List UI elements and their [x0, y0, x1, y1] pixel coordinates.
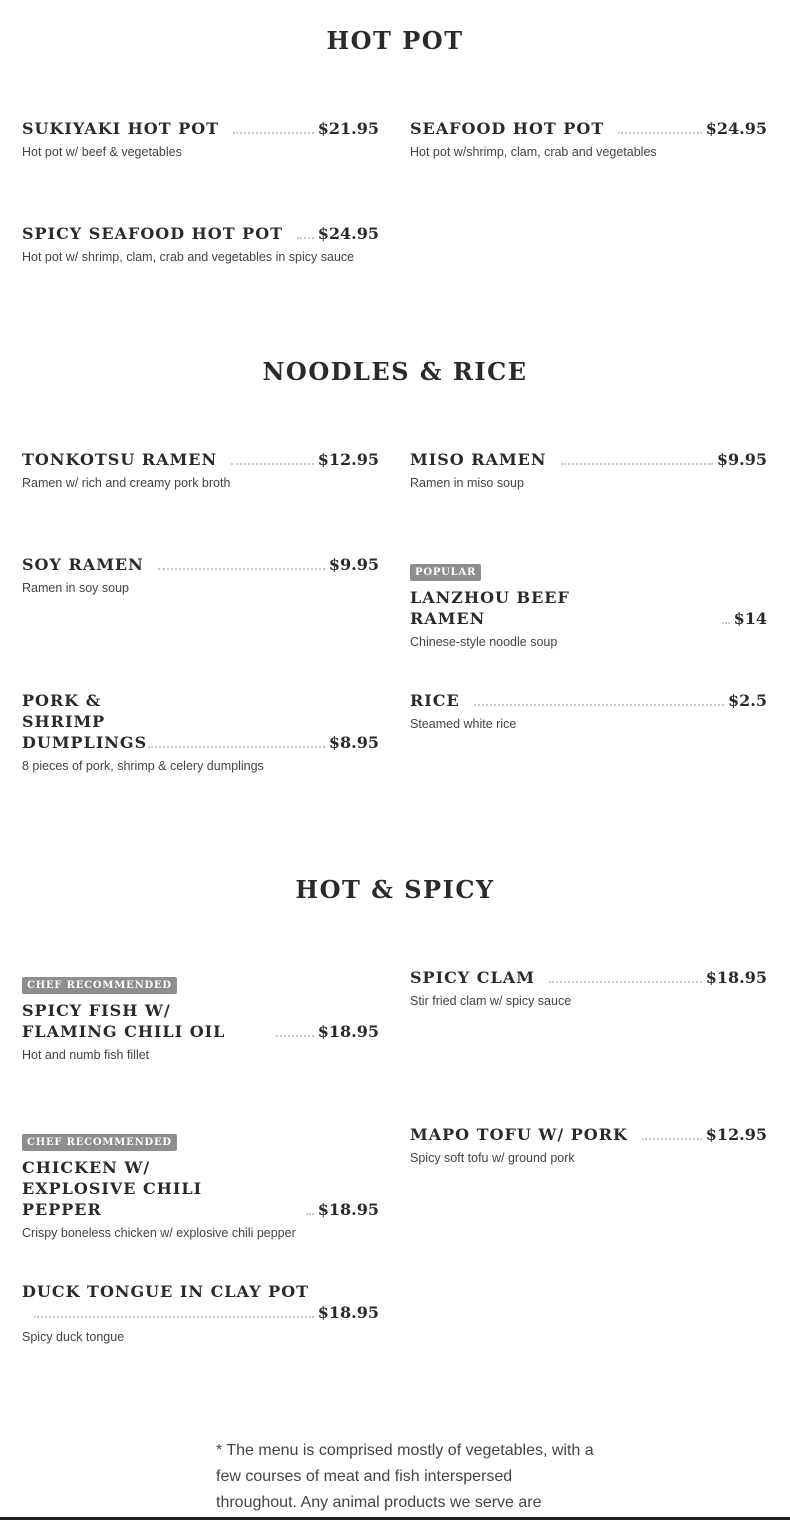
dot-leader [148, 746, 325, 748]
item-description: Ramen in miso soup [410, 476, 524, 490]
item-price: $18.95 [705, 968, 767, 987]
item-name: MAPO TOFU W/ PORK [410, 1125, 628, 1144]
dot-leader [233, 132, 314, 134]
popular-badge: POPULAR [410, 564, 481, 581]
item-price: $18.95 [317, 1200, 379, 1219]
item-price: $14 [733, 609, 767, 628]
chef-recommended-badge: CHEF RECOMMENDED [22, 977, 177, 994]
item-price: $21.95 [317, 119, 379, 138]
dot-leader [231, 463, 314, 465]
item-description: Steamed white rice [410, 717, 517, 731]
menu-item [410, 1124, 767, 1166]
item-name: PORK & SHRIMP DUMPLINGS [22, 691, 148, 752]
item-description: Chinese-style noodle soup [410, 635, 558, 649]
dot-leader [549, 981, 702, 983]
section-title-noodles-rice: NOODLES & RICE [262, 357, 528, 386]
item-price: $2.5 [728, 691, 767, 710]
menu-item [22, 1281, 379, 1345]
item-description: Spicy duck tongue [22, 1330, 125, 1344]
menu-note: * The menu is comprised mostly of vegetables, with a few courses of meat and fish interspersed throughout. Any animal products we serve are [216, 1442, 594, 1511]
item-description: Hot pot w/ shrimp, clam, crab and vegetables in spicy sauce [22, 250, 355, 264]
item-description: Crispy boneless chicken w/ explosive chili pepper [22, 1226, 296, 1240]
item-description: Ramen in soy soup [22, 581, 130, 595]
dot-leader [618, 132, 702, 134]
menu-item [22, 449, 379, 491]
item-price: $12.95 [317, 450, 379, 469]
menu-item [22, 118, 379, 160]
menu-item [410, 449, 767, 491]
menu-item [22, 554, 379, 596]
menu-item [410, 118, 767, 160]
menu-item [22, 690, 379, 774]
chef-recommended-badge: CHEF RECOMMENDED [22, 1134, 177, 1151]
dot-leader [474, 704, 724, 706]
item-name: SPICY FISH W/ FLAMING CHILI OIL [22, 1001, 226, 1041]
item-name: LANZHOU BEEF RAMEN [410, 588, 570, 628]
menu-item [22, 975, 379, 1063]
item-name: SPICY CLAM [410, 968, 535, 987]
dot-leader [276, 1035, 314, 1037]
item-name: DUCK TONGUE IN CLAY POT [22, 1282, 310, 1301]
item-name: CHICKEN W/ EXPLOSIVE CHILI PEPPER [22, 1158, 203, 1219]
item-price: $12.95 [705, 1125, 767, 1144]
item-price: $8.95 [328, 733, 379, 752]
item-price: $9.95 [328, 555, 379, 574]
section-title-hot-spicy: HOT & SPICY [295, 875, 495, 904]
menu-item [410, 562, 767, 650]
dot-leader [561, 463, 713, 465]
dot-leader [722, 622, 730, 624]
menu-item [410, 967, 767, 1009]
item-description: Stir fried clam w/ spicy sauce [410, 994, 572, 1008]
item-description: Hot and numb fish fillet [22, 1048, 150, 1062]
menu-item [22, 223, 379, 265]
item-description: Hot pot w/ beef & vegetables [22, 145, 182, 159]
dot-leader [158, 568, 325, 570]
item-name: SUKIYAKI HOT POT [22, 119, 220, 138]
item-price: $9.95 [716, 450, 767, 469]
dot-leader [34, 1316, 314, 1318]
item-price: $24.95 [317, 224, 379, 243]
item-name: SEAFOOD HOT POT [410, 119, 605, 138]
item-name: SOY RAMEN [22, 555, 144, 574]
dot-leader [306, 1213, 314, 1215]
item-price: $24.95 [705, 119, 767, 138]
item-name: TONKOTSU RAMEN [22, 450, 218, 469]
item-description: 8 pieces of pork, shrimp & celery dumplings [22, 759, 264, 773]
dot-leader [642, 1138, 702, 1140]
item-price: $18.95 [317, 1303, 379, 1322]
menu-item [410, 690, 767, 732]
section-title-hot-pot: HOT POT [326, 26, 464, 55]
item-name: SPICY SEAFOOD HOT POT [22, 224, 284, 243]
dot-leader [297, 237, 314, 239]
item-price: $18.95 [317, 1022, 379, 1041]
item-description: Ramen w/ rich and creamy pork broth [22, 476, 231, 490]
item-description: Hot pot w/shrimp, clam, crab and vegetables [410, 145, 657, 159]
item-name: RICE [410, 691, 460, 710]
menu-item [22, 1132, 379, 1241]
item-name: MISO RAMEN [410, 450, 547, 469]
item-description: Spicy soft tofu w/ ground pork [410, 1151, 575, 1165]
